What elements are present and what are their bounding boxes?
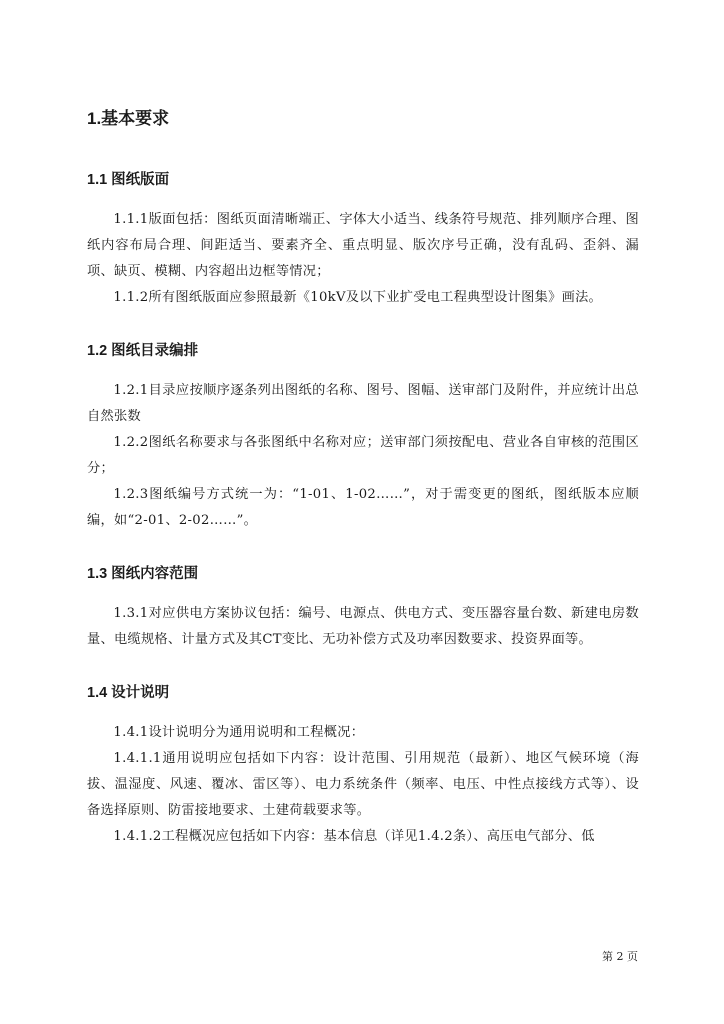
- paragraph: 1.4.1.2工程概况应包括如下内容：基本信息（详见1.4.2条）、高压电气部分、低: [113, 829, 595, 844]
- paragraph: 1.1.1版面包括：图纸页面清晰端正、字体大小适当、线条符号规范、排列顺序合理、图纸内容布局合理、间距适当、要素齐全、重点明显、版次序号正确，没有乱码、歪斜、漏项、缺页、模糊、内容超出边框等情况；: [87, 212, 639, 279]
- section-title: 1.1 图纸版面: [87, 172, 170, 188]
- paragraph: 1.2.3图纸编号方式统一为：“1-01、1-02……”，对于需变更的图纸，图纸版本应顺编，如“2-01、2-02……”。: [87, 487, 639, 528]
- main-heading: 1.基本要求: [87, 109, 170, 128]
- section-1-3: [87, 564, 639, 653]
- paragraph: 1.2.2图纸名称要求与各张图纸中名称对应；送审部门须按配电、营业各自审核的范围区分；: [87, 435, 639, 476]
- paragraph: 1.2.1目录应按顺序逐条列出图纸的名称、图号、图幅、送审部门及附件，并应统计出总自然张数: [87, 383, 639, 424]
- paragraph: 1.1.2所有图纸版面应参照最新《10kV及以下业扩受电工程典型设计图集》画法。: [113, 290, 603, 305]
- paragraph: 1.4.1设计说明分为通用说明和工程概况：: [113, 725, 365, 740]
- section-1-2: [87, 341, 639, 534]
- section-1-4: [87, 683, 639, 850]
- section-title: 1.4 设计说明: [87, 685, 170, 701]
- paragraph: 1.3.1对应供电方案协议包括：编号、电源点、供电方式、变压器容量台数、新建电房数量、电缆规格、计量方式及其CT变比、无功补偿方式及功率因数要求、投资界面等。: [87, 606, 639, 647]
- section-1-1: [87, 170, 639, 311]
- section-title: 1.3 图纸内容范围: [87, 566, 199, 582]
- section-title: 1.2 图纸目录编排: [87, 343, 199, 359]
- paragraph: 1.4.1.1通用说明应包括如下内容：设计范围、引用规范（最新）、地区气候环境（海拔、温湿度、风速、覆冰、雷区等）、电力系统条件（频率、电压、中性点接线方式等）、设备选择原则、防雷接地要求、土建荷载要求等。: [87, 751, 639, 818]
- page-number: 第 2 页: [602, 950, 638, 963]
- page-content: [87, 108, 639, 880]
